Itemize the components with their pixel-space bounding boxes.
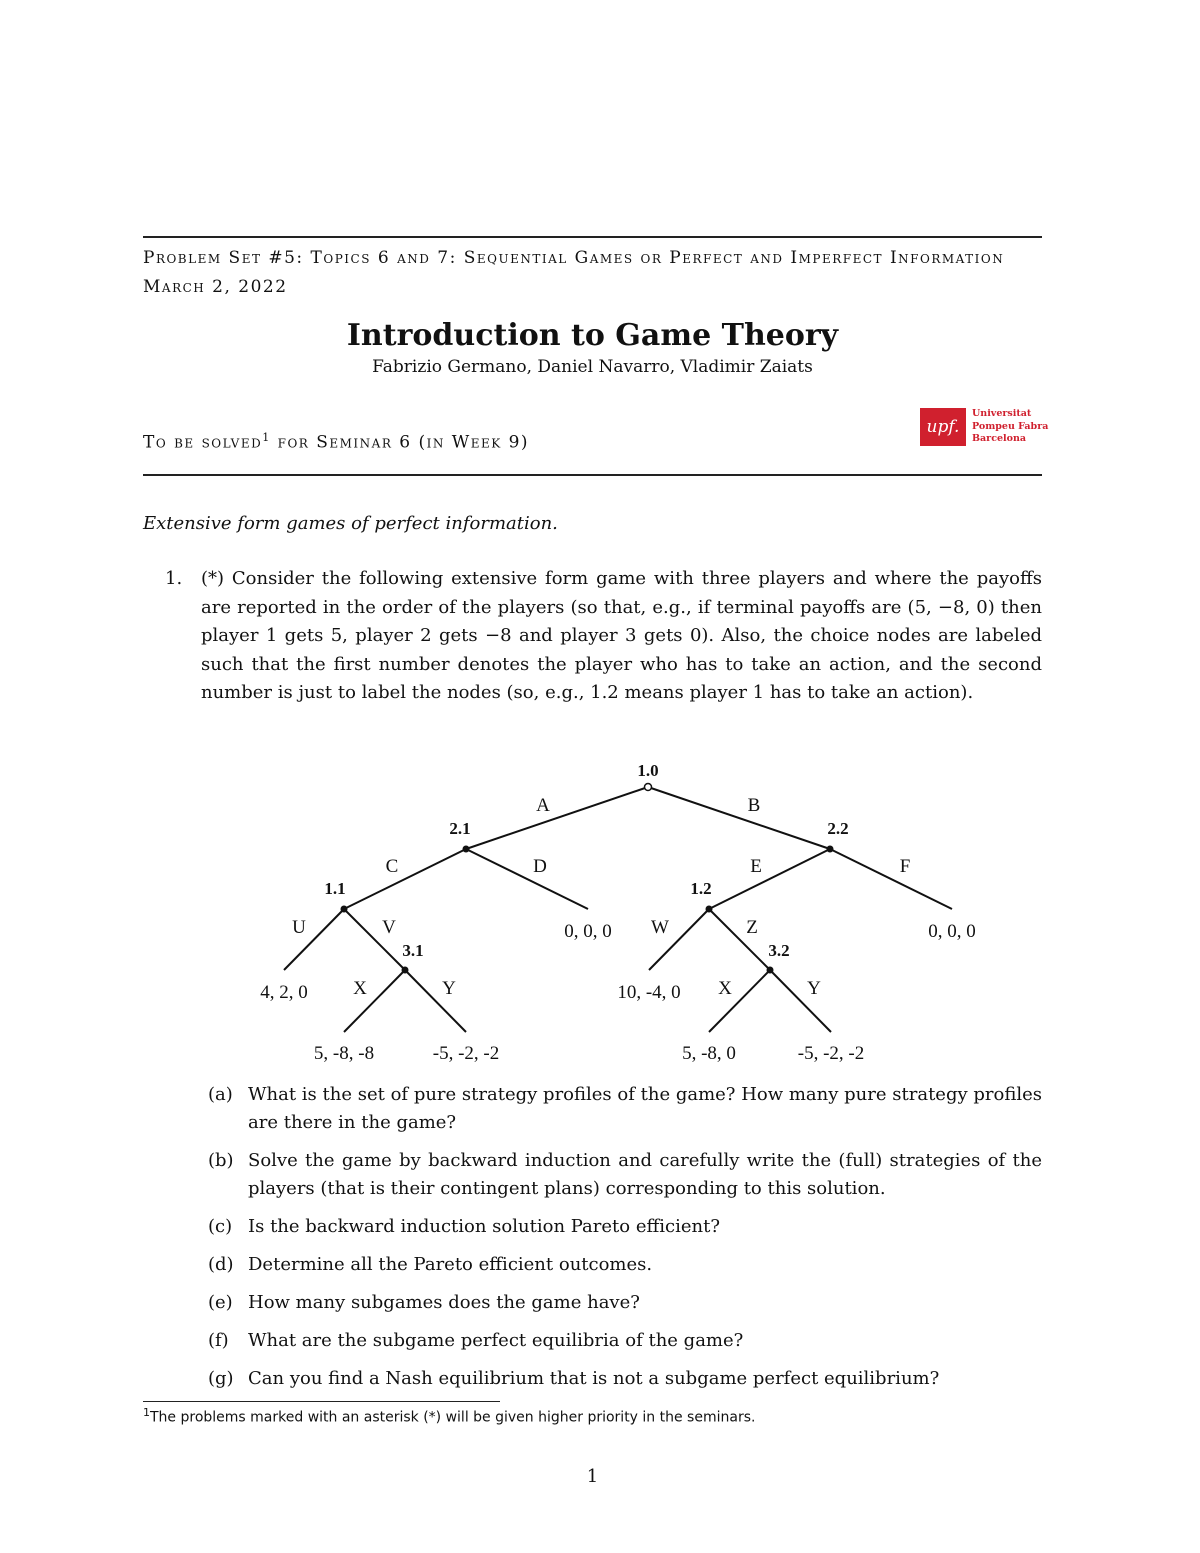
label-node-1-0: 1.0 — [637, 761, 659, 780]
edge-Z — [709, 909, 770, 970]
label-node-2-2: 2.2 — [827, 819, 849, 838]
question-b — [208, 1147, 1042, 1203]
action-W: W — [651, 917, 669, 938]
question-text: What are the subgame perfect equilibria of the game? — [248, 1330, 744, 1351]
problem-text: (*) Consider the following extensive form game with three players and where the payoffs are reported in the order of the players (so that, e.g., if terminal payoffs are (5, −8, 0) then player 1 gets 5, player 2 gets −8 and player 3 gets 0). Also, the choice nodes are labeled such that the first number denotes the player who has to take an action, and the second number is just to label the nodes (so, e.g., 1.2 means player 1 has to take an action). — [201, 568, 1042, 703]
edge-E — [709, 849, 830, 909]
action-E: E — [750, 856, 762, 877]
edge-F — [830, 849, 952, 909]
question-e — [208, 1289, 1042, 1317]
question-f — [208, 1327, 1042, 1355]
payoff-U: 4, 2, 0 — [260, 982, 308, 1003]
action-V: V — [382, 917, 396, 938]
payoff-X2: 5, -8, 0 — [682, 1043, 736, 1064]
root-node — [645, 784, 652, 791]
top-rule — [143, 236, 1042, 238]
action-U: U — [292, 917, 306, 938]
question-label: (c) — [208, 1216, 233, 1237]
edge-Y2 — [770, 970, 831, 1032]
payoff-X1: 5, -8, -8 — [313, 1043, 375, 1064]
question-label: (b) — [208, 1150, 234, 1171]
question-text: What is the set of pure strategy profiles of the game? How many pure strategy profiles are there in the game? — [248, 1084, 1042, 1133]
action-X1: X — [353, 978, 367, 999]
question-c — [208, 1213, 1042, 1241]
question-label: (e) — [208, 1292, 233, 1313]
question-d — [208, 1251, 1042, 1279]
question-text: Can you find a Nash equilibrium that is not a subgame perfect equilibrium? — [248, 1368, 940, 1389]
payoff-Y2: -5, -2, -2 — [797, 1043, 865, 1064]
question-g — [208, 1365, 1042, 1393]
payoff-Y1: -5, -2, -2 — [432, 1043, 500, 1064]
to-be-solved-label: To be solved — [143, 432, 263, 453]
edge-C — [344, 849, 466, 909]
question-label: (a) — [208, 1084, 233, 1105]
problem-number: 1. — [165, 568, 183, 589]
edge-B — [648, 787, 830, 849]
authors: Fabrizio Germano, Daniel Navarro, Vladimir Zaiats — [372, 357, 813, 377]
problem-1 — [165, 565, 1042, 708]
edge-A — [466, 787, 648, 849]
payoff-D: 0, 0, 0 — [564, 921, 612, 942]
payoff-F: 0, 0, 0 — [928, 921, 976, 942]
to-be-solved-line — [143, 431, 529, 453]
action-Y2: Y — [807, 978, 821, 999]
action-C: C — [385, 856, 399, 877]
node-3-2 — [767, 967, 774, 974]
footnote-number: 1 — [143, 1406, 150, 1419]
section-title: Extensive form games of perfect information. — [143, 513, 558, 534]
date: March 2, 2022 — [143, 277, 288, 297]
node-1-2 — [706, 906, 713, 913]
question-a — [208, 1081, 1042, 1137]
footnote-marker: 1 — [262, 431, 271, 444]
label-node-3-2: 3.2 — [768, 941, 790, 960]
logo-line-1: Universitat — [972, 408, 1032, 419]
question-label: (d) — [208, 1254, 234, 1275]
label-node-3-1: 3.1 — [402, 941, 424, 960]
action-B: B — [747, 795, 761, 816]
header-bottom-rule — [143, 474, 1042, 476]
upf-logo-text — [972, 408, 1048, 446]
problem-set-header: Problem Set #5: Topics 6 and 7: Sequential Games or Perfect and Imperfect Information — [143, 248, 1005, 268]
action-F: F — [899, 856, 911, 877]
seminar-info: for Seminar 6 (in Week 9) — [270, 432, 530, 453]
page-number: 1 — [586, 1466, 599, 1487]
upf-logo-mark: upf. — [920, 408, 966, 446]
edge-D — [466, 849, 588, 909]
question-label: (g) — [208, 1368, 234, 1389]
node-3-1 — [402, 967, 409, 974]
node-1-1 — [341, 906, 348, 913]
question-text: Solve the game by backward induction and carefully write the (full) strategies of the players (that is their contingent plans) corresponding to this solution. — [248, 1150, 1042, 1199]
game-tree — [0, 750, 1200, 1070]
payoff-W: 10, -4, 0 — [617, 982, 681, 1003]
page-title: Introduction to Game Theory — [346, 318, 839, 353]
logo-line-2: Pompeu Fabra — [972, 420, 1049, 432]
action-Z: Z — [746, 917, 758, 938]
footnote-rule — [143, 1401, 500, 1402]
action-A: A — [536, 795, 550, 816]
question-label: (f) — [208, 1330, 229, 1351]
question-text: Is the backward induction solution Pareto efficient? — [248, 1216, 720, 1237]
upf-logo — [920, 408, 1049, 448]
action-D: D — [533, 856, 547, 877]
label-node-1-2: 1.2 — [690, 879, 712, 898]
question-text: Determine all the Pareto efficient outcomes. — [248, 1254, 653, 1275]
footnote — [143, 1406, 755, 1426]
label-node-1-1: 1.1 — [324, 879, 346, 898]
label-node-2-1: 2.1 — [449, 819, 471, 838]
logo-line-3: Barcelona — [972, 433, 1027, 444]
node-2-1 — [463, 846, 470, 853]
action-Y1: Y — [442, 978, 456, 999]
action-X2: X — [718, 978, 732, 999]
edge-Y1 — [405, 970, 466, 1032]
footnote-text: The problems marked with an asterisk (*) will be given higher priority in the seminars. — [150, 1409, 756, 1426]
question-text: How many subgames does the game have? — [248, 1292, 640, 1313]
node-2-2 — [827, 846, 834, 853]
